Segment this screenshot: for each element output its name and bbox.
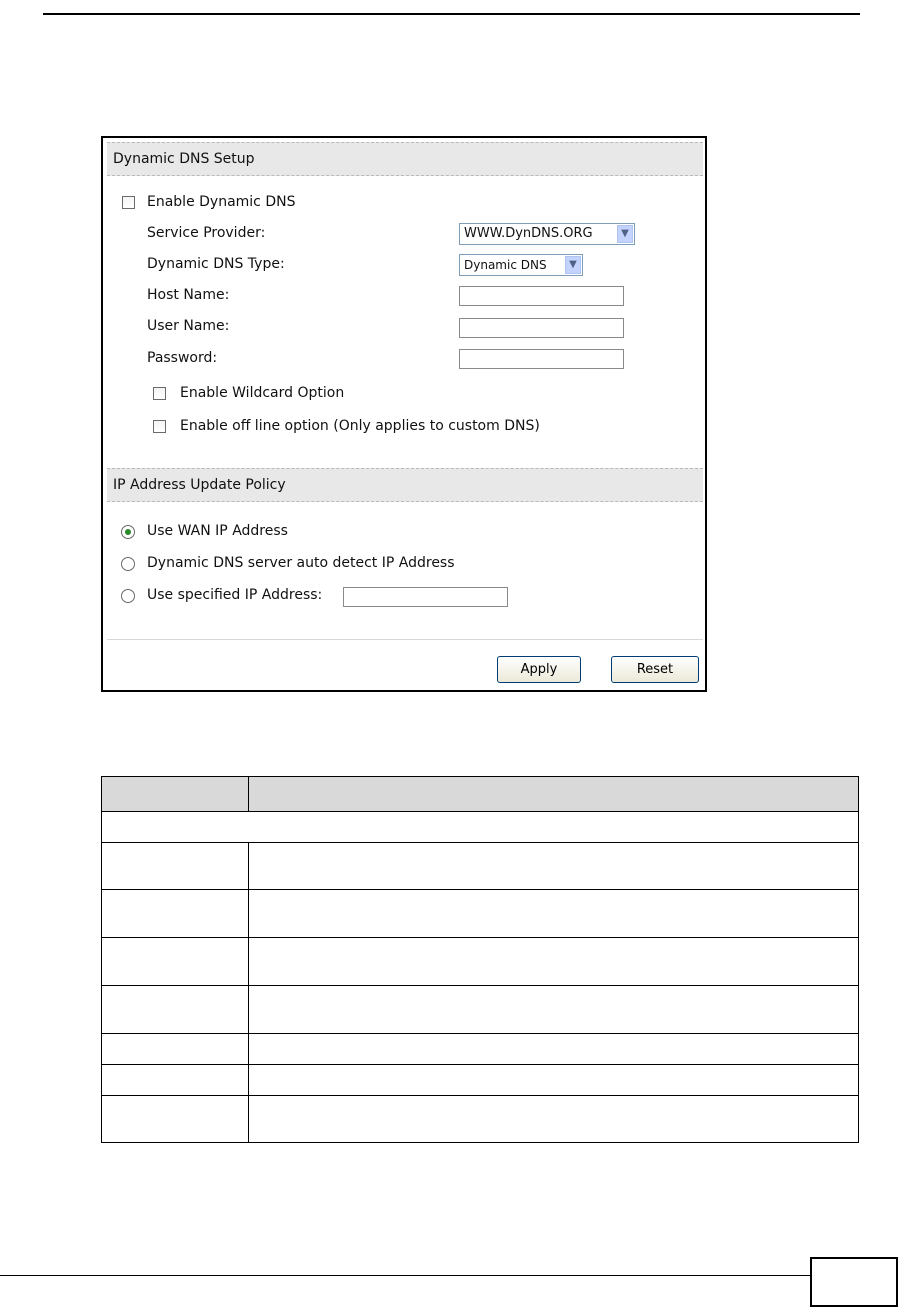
wildcard-checkbox[interactable] [153, 387, 166, 400]
button-bar-divider [107, 639, 703, 640]
wildcard-label: Enable Wildcard Option [180, 385, 345, 401]
table-row [102, 986, 859, 1034]
dynamic-dns-screen [101, 136, 707, 692]
user-name-input[interactable] [459, 318, 624, 338]
user-name-label: User Name: [147, 318, 230, 334]
radio-auto-detect-ip[interactable] [121, 557, 135, 571]
password-input[interactable] [459, 349, 624, 369]
chevron-down-icon: ▼ [565, 256, 581, 274]
table-cell [249, 843, 859, 890]
host-name-label: Host Name: [147, 287, 230, 303]
offline-option-label: Enable off line option (Only applies to custom DNS) [180, 418, 540, 434]
table-header-row [102, 777, 859, 812]
service-provider-value: WWW.DynDNS.ORG [464, 226, 593, 241]
dns-type-label: Dynamic DNS Type: [147, 256, 285, 272]
chevron-down-icon: ▼ [617, 225, 633, 243]
table-row [102, 890, 859, 938]
page-number-box [810, 1257, 898, 1307]
offline-option-checkbox[interactable] [153, 420, 166, 433]
table-cell [102, 986, 249, 1034]
table-row [102, 1034, 859, 1065]
table-cell [102, 1034, 249, 1065]
radio-specified-ip[interactable] [121, 589, 135, 603]
table-cell [249, 1034, 859, 1065]
table-row [102, 938, 859, 986]
dns-type-value: Dynamic DNS [464, 258, 547, 272]
table-cell [102, 1065, 249, 1096]
password-label: Password: [147, 350, 218, 366]
table-cell [102, 890, 249, 938]
table-cell [249, 1096, 859, 1143]
header-rule [43, 13, 860, 15]
table-cell [249, 938, 859, 986]
enable-dynamic-dns-label: Enable Dynamic DNS [147, 194, 296, 210]
service-provider-select[interactable] [459, 223, 635, 245]
host-name-input[interactable] [459, 286, 624, 306]
radio-label-auto-detect-ip: Dynamic DNS server auto detect IP Address [147, 555, 455, 571]
table-header-cell [249, 777, 859, 812]
specified-ip-input[interactable] [343, 587, 508, 607]
service-provider-label: Service Provider: [147, 225, 266, 241]
radio-label-specified-ip: Use specified IP Address: [147, 587, 323, 603]
table-row [102, 812, 859, 843]
reset-button[interactable]: Reset [611, 656, 699, 683]
table-row [102, 1096, 859, 1143]
table-cell [249, 1065, 859, 1096]
dns-type-select[interactable] [459, 254, 583, 276]
table-cell [249, 986, 859, 1034]
section-ip-update-policy: IP Address Update Policy [107, 468, 703, 502]
footer-rule [0, 1275, 810, 1276]
table-cell [102, 812, 859, 843]
table-cell [102, 843, 249, 890]
table-cell [249, 890, 859, 938]
radio-use-wan-ip[interactable] [121, 525, 135, 539]
table-row [102, 1065, 859, 1096]
table-cell [102, 938, 249, 986]
radio-label-use-wan-ip: Use WAN IP Address [147, 523, 288, 539]
field-description-table [101, 776, 859, 1143]
table-row [102, 843, 859, 890]
table-cell [102, 1096, 249, 1143]
table-header-cell [102, 777, 249, 812]
enable-dynamic-dns-checkbox[interactable] [122, 196, 135, 209]
apply-button[interactable]: Apply [497, 656, 581, 683]
section-dynamic-dns-setup: Dynamic DNS Setup [107, 142, 703, 176]
